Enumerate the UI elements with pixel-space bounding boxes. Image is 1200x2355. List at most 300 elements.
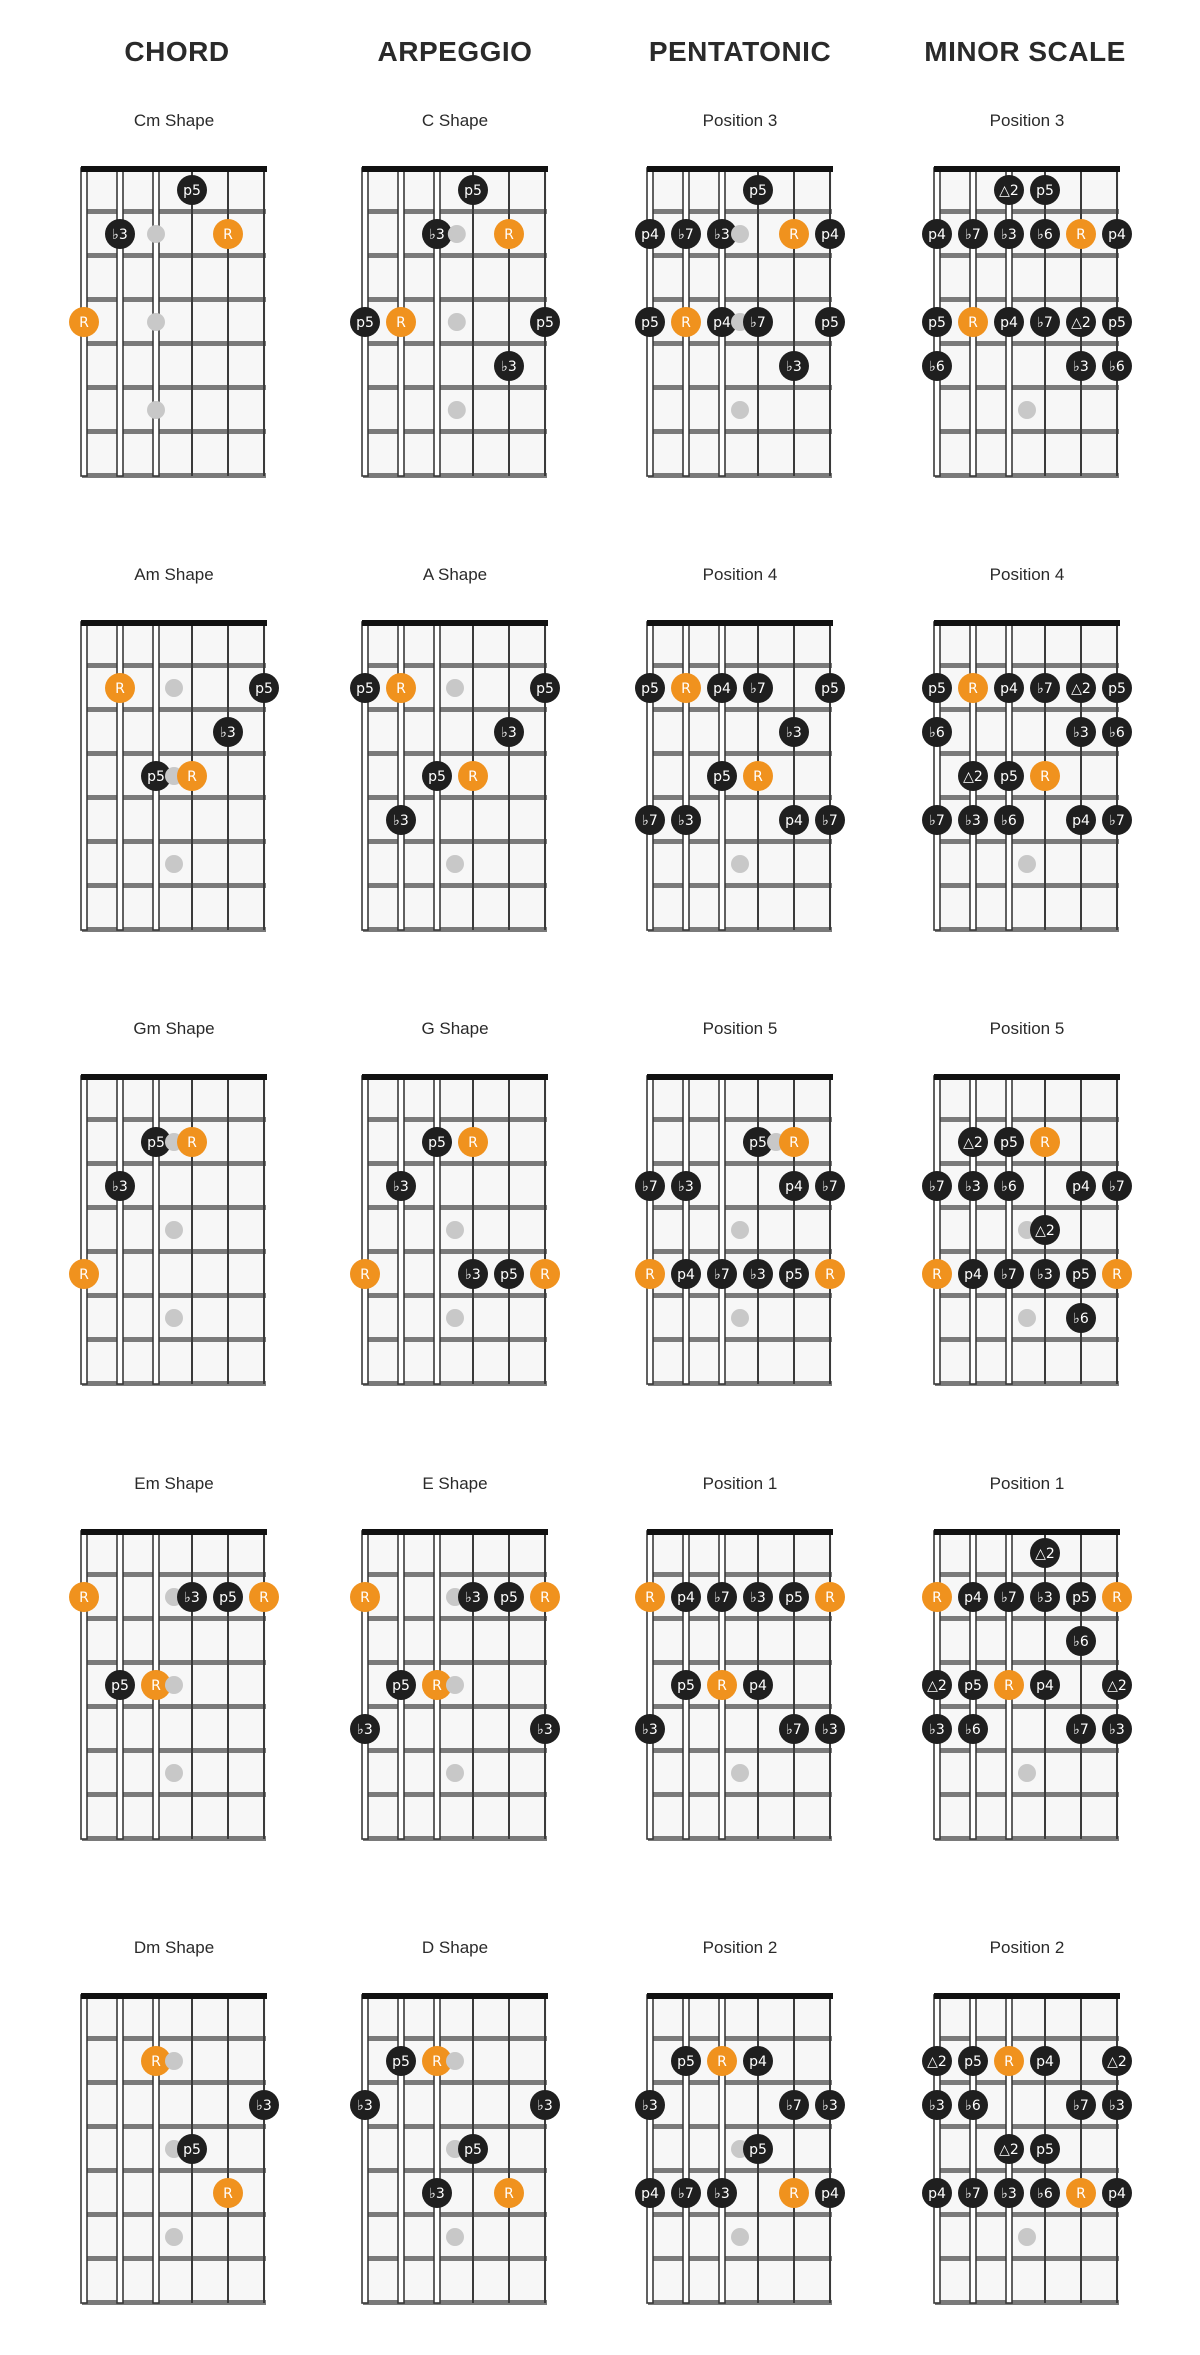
fret-wire: [363, 385, 547, 390]
note-label: p5: [255, 681, 273, 697]
note-label: R: [789, 227, 799, 243]
fret-wire: [648, 883, 832, 888]
note-label: R: [187, 1135, 197, 1151]
note-label: ♭3: [642, 2098, 658, 2114]
diagram-title: G Shape: [421, 1019, 489, 1038]
note-label: R: [645, 1267, 655, 1283]
fret-wire: [363, 2036, 547, 2041]
string-line: [362, 622, 368, 930]
fret-wire: [82, 2212, 266, 2217]
note-label: R: [504, 2186, 514, 2202]
note-label: p5: [536, 681, 554, 697]
note-label: p4: [1072, 1179, 1090, 1195]
fret-wire: [648, 2256, 832, 2261]
note-label: ♭3: [112, 1179, 128, 1195]
fret-wire: [648, 707, 832, 712]
string-line: [647, 1995, 653, 2303]
note-label: ♭3: [465, 1267, 481, 1283]
note-label: ♭3: [714, 227, 730, 243]
fret-wire: [363, 1572, 547, 1577]
fret-wire: [935, 1792, 1119, 1797]
string-line: [117, 168, 123, 476]
note-label: ♭3: [750, 1590, 766, 1606]
fret-wire: [363, 1616, 547, 1621]
note-label: ♭7: [678, 227, 694, 243]
note-label: △2: [1107, 1678, 1127, 1694]
note-label: △2: [1107, 2054, 1127, 2070]
fret-wire: [935, 1748, 1119, 1753]
note-label: ♭7: [965, 2186, 981, 2202]
fret-position-dot: [165, 2052, 183, 2070]
fret-wire: [363, 1836, 547, 1841]
note-label: p5: [1036, 2142, 1054, 2158]
fret-wire: [648, 253, 832, 258]
note-label: ♭3: [750, 1267, 766, 1283]
fret-wire: [935, 2080, 1119, 2085]
note-label: p5: [785, 1590, 803, 1606]
note-label: p4: [928, 227, 946, 243]
note-label: p4: [677, 1267, 695, 1283]
fret-wire: [648, 1704, 832, 1709]
note-label: ♭3: [393, 1179, 409, 1195]
note-label: ♭3: [1037, 1267, 1053, 1283]
fret-wire: [82, 341, 266, 346]
fretboard-diagram: [635, 1019, 845, 1386]
note-label: ♭3: [1109, 1722, 1125, 1738]
diagram-title: Position 1: [989, 1474, 1065, 1493]
note-label: ♭7: [642, 1179, 658, 1195]
fret-wire: [82, 1337, 266, 1342]
fret-position-dot: [731, 1764, 749, 1782]
fret-position-dot: [1018, 1764, 1036, 1782]
note-label: ♭7: [642, 813, 658, 829]
string-line: [544, 1995, 546, 2303]
fret-wire: [82, 1117, 266, 1122]
nut-bar: [81, 166, 267, 172]
note-label: ♭6: [1073, 1634, 1089, 1650]
string-line: [1116, 1995, 1118, 2303]
note-label: p4: [1108, 227, 1126, 243]
fret-wire: [82, 2300, 266, 2305]
note-label: ♭3: [965, 813, 981, 829]
string-line: [508, 622, 510, 930]
fretboard-diagram: [922, 111, 1132, 478]
fretboard-diagram: [69, 1474, 279, 1841]
note-label: ♭3: [537, 2098, 553, 2114]
fret-wire: [82, 2168, 266, 2173]
note-label: ♭6: [1073, 1311, 1089, 1327]
string-line: [117, 1995, 123, 2303]
fret-wire: [363, 839, 547, 844]
note-label: p5: [928, 315, 946, 331]
string-line: [227, 1076, 229, 1384]
note-label: R: [115, 681, 125, 697]
note-label: R: [396, 315, 406, 331]
diagram-title: Position 5: [989, 1019, 1065, 1038]
fretboard-diagram: [350, 1474, 560, 1841]
note-label: R: [223, 227, 233, 243]
note-label: p5: [392, 2054, 410, 2070]
fret-wire: [82, 1572, 266, 1577]
fret-wire: [935, 1616, 1119, 1621]
string-line: [81, 1531, 87, 1839]
nut-bar: [647, 1074, 833, 1080]
note-label: R: [1112, 1590, 1122, 1606]
diagram-title: Position 1: [702, 1474, 778, 1493]
fret-wire: [363, 1660, 547, 1665]
fret-wire: [82, 795, 266, 800]
note-label: p5: [1036, 183, 1054, 199]
note-label: ♭3: [501, 725, 517, 741]
note-label: p4: [785, 813, 803, 829]
note-label: p5: [392, 1678, 410, 1694]
string-line: [793, 168, 795, 476]
fret-wire: [935, 1660, 1119, 1665]
note-label: ♭3: [220, 725, 236, 741]
string-line: [647, 622, 653, 930]
fret-wire: [935, 663, 1119, 668]
note-label: ♭3: [1073, 359, 1089, 375]
diagram-title: Am Shape: [134, 565, 214, 584]
fret-wire: [82, 1660, 266, 1665]
note-label: p5: [219, 1590, 237, 1606]
fret-wire: [648, 1792, 832, 1797]
fret-position-dot: [165, 855, 183, 873]
fret-wire: [363, 1161, 547, 1166]
string-line: [647, 1531, 653, 1839]
string-line: [508, 1076, 510, 1384]
fret-position-dot: [731, 1309, 749, 1327]
fret-wire: [648, 2212, 832, 2217]
fret-wire: [82, 429, 266, 434]
nut-bar: [81, 620, 267, 626]
diagram-title: Position 2: [702, 1938, 778, 1957]
string-line: [683, 1076, 689, 1384]
note-label: p5: [821, 681, 839, 697]
fret-position-dot: [446, 1764, 464, 1782]
fret-wire: [648, 1748, 832, 1753]
string-line: [934, 622, 940, 930]
fret-wire: [363, 209, 547, 214]
fret-wire: [648, 2300, 832, 2305]
note-label: △2: [1035, 1223, 1055, 1239]
fret-wire: [82, 1836, 266, 1841]
fret-wire: [363, 429, 547, 434]
fret-position-dot: [731, 401, 749, 419]
fret-wire: [935, 1704, 1119, 1709]
fret-wire: [648, 209, 832, 214]
fretboard-diagram: [69, 111, 267, 478]
string-line: [153, 1995, 159, 2303]
nut-bar: [81, 1074, 267, 1080]
note-label: R: [187, 769, 197, 785]
note-label: p5: [821, 315, 839, 331]
note-label: p5: [464, 183, 482, 199]
note-label: ♭3: [929, 1722, 945, 1738]
note-label: R: [932, 1590, 942, 1606]
note-label: p4: [749, 2054, 767, 2070]
string-line: [263, 1076, 265, 1384]
note-label: ♭3: [393, 813, 409, 829]
nut-bar: [362, 166, 548, 172]
fretboard-diagram: [350, 565, 560, 932]
fret-wire: [363, 1337, 547, 1342]
note-label: ♭7: [750, 681, 766, 697]
note-label: ♭7: [786, 1722, 802, 1738]
note-label: R: [540, 1267, 550, 1283]
nut-bar: [934, 620, 1120, 626]
string-line: [81, 1076, 87, 1384]
fretboard-diagram: [350, 111, 560, 478]
note-label: p4: [641, 227, 659, 243]
string-line: [472, 168, 474, 476]
fret-wire: [82, 1792, 266, 1797]
note-label: p5: [641, 315, 659, 331]
note-label: ♭7: [1109, 813, 1125, 829]
note-label: △2: [927, 1678, 947, 1694]
nut-bar: [647, 1529, 833, 1535]
note-label: p5: [147, 769, 165, 785]
note-label: R: [151, 1678, 161, 1694]
fret-wire: [935, 385, 1119, 390]
note-label: ♭3: [822, 2098, 838, 2114]
fret-wire: [648, 2080, 832, 2085]
string-line: [719, 1076, 725, 1384]
diagram-title: E Shape: [422, 1474, 488, 1493]
note-label: R: [681, 315, 691, 331]
fret-wire: [82, 707, 266, 712]
diagram-title: Em Shape: [134, 1474, 214, 1493]
fret-position-dot: [448, 401, 466, 419]
fret-wire: [82, 297, 266, 302]
fret-wire: [935, 297, 1119, 302]
string-line: [191, 1531, 193, 1839]
string-line: [793, 1995, 795, 2303]
note-label: ♭6: [1001, 813, 1017, 829]
note-label: p4: [1036, 2054, 1054, 2070]
fret-position-dot: [446, 1309, 464, 1327]
arpeggio-header: ARPEGGIO: [377, 36, 533, 67]
note-label: p4: [713, 315, 731, 331]
note-label: ♭3: [714, 2186, 730, 2202]
string-line: [683, 1995, 689, 2303]
fret-position-dot: [446, 855, 464, 873]
fret-wire: [935, 1337, 1119, 1342]
fret-wire: [935, 751, 1119, 756]
nut-bar: [362, 1074, 548, 1080]
fretboard-diagram: [635, 111, 845, 478]
string-line: [398, 622, 404, 930]
fret-wire: [648, 1381, 832, 1386]
note-label: ♭6: [1109, 359, 1125, 375]
fret-position-dot: [448, 225, 466, 243]
fretboard-diagram: [635, 1938, 845, 2305]
diagram-title: D Shape: [421, 1938, 489, 1957]
note-label: ♭7: [822, 1179, 838, 1195]
fret-wire: [935, 473, 1119, 478]
string-line: [81, 622, 87, 930]
fretboard-diagram: [81, 565, 279, 932]
diagram-title: Gm Shape: [133, 1019, 215, 1038]
string-line: [263, 1531, 265, 1839]
fret-position-dot: [165, 1676, 183, 1694]
note-label: R: [151, 2054, 161, 2070]
fretboard-diagram: [81, 1938, 279, 2305]
fret-position-dot: [731, 2228, 749, 2246]
fret-wire: [363, 927, 547, 932]
string-line: [719, 1995, 725, 2303]
nut-bar: [81, 1529, 267, 1535]
string-line: [829, 1995, 831, 2303]
note-label: ♭6: [929, 359, 945, 375]
diagram-title: Position 3: [989, 111, 1065, 130]
fret-position-dot: [446, 1221, 464, 1239]
note-label: ♭3: [1037, 1590, 1053, 1606]
note-label: R: [968, 681, 978, 697]
note-label: ♭3: [1001, 227, 1017, 243]
note-label: ♭7: [822, 813, 838, 829]
fret-position-dot: [165, 679, 183, 697]
fret-position-dot: [446, 679, 464, 697]
note-label: △2: [999, 2142, 1019, 2158]
fret-wire: [363, 1117, 547, 1122]
fret-wire: [935, 2212, 1119, 2217]
note-label: ♭6: [1001, 1179, 1017, 1195]
note-label: p5: [1000, 1135, 1018, 1151]
fretboard-diagram: [922, 565, 1132, 932]
fret-wire: [82, 2124, 266, 2129]
fret-wire: [648, 473, 832, 478]
string-line: [81, 1995, 87, 2303]
fret-position-dot: [165, 2228, 183, 2246]
fret-wire: [648, 927, 832, 932]
minor-scale-header: MINOR SCALE: [924, 36, 1126, 67]
note-label: p5: [1072, 1267, 1090, 1283]
note-label: p5: [500, 1590, 518, 1606]
fret-wire: [363, 2168, 547, 2173]
fret-wire: [363, 1704, 547, 1709]
note-label: ♭7: [1001, 1590, 1017, 1606]
string-line: [829, 1076, 831, 1384]
string-line: [934, 1995, 940, 2303]
fret-position-dot: [448, 313, 466, 331]
string-line: [793, 622, 795, 930]
nut-bar: [362, 620, 548, 626]
fret-wire: [648, 1249, 832, 1254]
note-label: p4: [785, 1179, 803, 1195]
nut-bar: [934, 1074, 1120, 1080]
note-label: △2: [999, 183, 1019, 199]
string-line: [227, 1995, 229, 2303]
string-line: [153, 1076, 159, 1384]
note-label: R: [540, 1590, 550, 1606]
note-label: p5: [1108, 315, 1126, 331]
fret-wire: [82, 2080, 266, 2085]
note-label: ♭3: [786, 359, 802, 375]
diagram-title: Cm Shape: [133, 111, 215, 130]
fret-wire: [363, 1293, 547, 1298]
fret-wire: [363, 795, 547, 800]
fret-wire: [363, 1381, 547, 1386]
string-line: [793, 1076, 795, 1384]
fret-wire: [935, 2300, 1119, 2305]
note-label: ♭6: [1109, 725, 1125, 741]
note-label: ♭7: [1037, 681, 1053, 697]
fret-wire: [648, 1205, 832, 1210]
note-label: p5: [749, 1135, 767, 1151]
fret-position-dot: [165, 1309, 183, 1327]
fret-wire: [648, 429, 832, 434]
note-label: ♭7: [929, 813, 945, 829]
note-label: ♭3: [822, 1722, 838, 1738]
fret-wire: [363, 297, 547, 302]
note-label: ♭7: [1073, 1722, 1089, 1738]
note-label: R: [681, 681, 691, 697]
fret-wire: [82, 1161, 266, 1166]
fret-wire: [648, 795, 832, 800]
diagram-title: Position 4: [989, 565, 1065, 584]
note-label: p5: [964, 2054, 982, 2070]
note-label: R: [825, 1590, 835, 1606]
note-label: R: [1004, 2054, 1014, 2070]
note-label: p5: [641, 681, 659, 697]
fret-position-dot: [731, 225, 749, 243]
note-label: R: [1040, 1135, 1050, 1151]
string-line: [1080, 1531, 1082, 1839]
fret-wire: [363, 1792, 547, 1797]
string-line: [434, 168, 440, 476]
fret-wire: [935, 1572, 1119, 1577]
note-label: ♭7: [678, 2186, 694, 2202]
fret-position-dot: [731, 855, 749, 873]
note-label: R: [468, 1135, 478, 1151]
note-label: △2: [927, 2054, 947, 2070]
note-label: R: [432, 2054, 442, 2070]
note-label: ♭7: [965, 227, 981, 243]
string-line: [934, 1076, 940, 1384]
fret-position-dot: [446, 2228, 464, 2246]
fret-wire: [648, 1117, 832, 1122]
fret-wire: [935, 707, 1119, 712]
fret-wire: [935, 927, 1119, 932]
note-label: R: [223, 2186, 233, 2202]
note-label: ♭3: [929, 2098, 945, 2114]
note-label: R: [360, 1590, 370, 1606]
fret-wire: [82, 1381, 266, 1386]
fret-wire: [648, 1293, 832, 1298]
fret-wire: [935, 2168, 1119, 2173]
fretboard-diagram: [635, 565, 845, 932]
note-label: p5: [749, 183, 767, 199]
fret-wire: [648, 1161, 832, 1166]
note-label: p5: [1000, 769, 1018, 785]
note-label: p5: [183, 2142, 201, 2158]
fret-wire: [363, 2080, 547, 2085]
fret-position-dot: [446, 2052, 464, 2070]
nut-bar: [362, 1993, 548, 1999]
fret-wire: [648, 663, 832, 668]
note-label: p5: [677, 2054, 695, 2070]
fret-wire: [648, 2124, 832, 2129]
fret-wire: [935, 2036, 1119, 2041]
note-label: ♭3: [112, 227, 128, 243]
note-label: ♭3: [678, 1179, 694, 1195]
string-line: [191, 168, 193, 476]
note-label: R: [968, 315, 978, 331]
note-label: R: [432, 1678, 442, 1694]
fret-wire: [648, 751, 832, 756]
note-label: R: [717, 1678, 727, 1694]
